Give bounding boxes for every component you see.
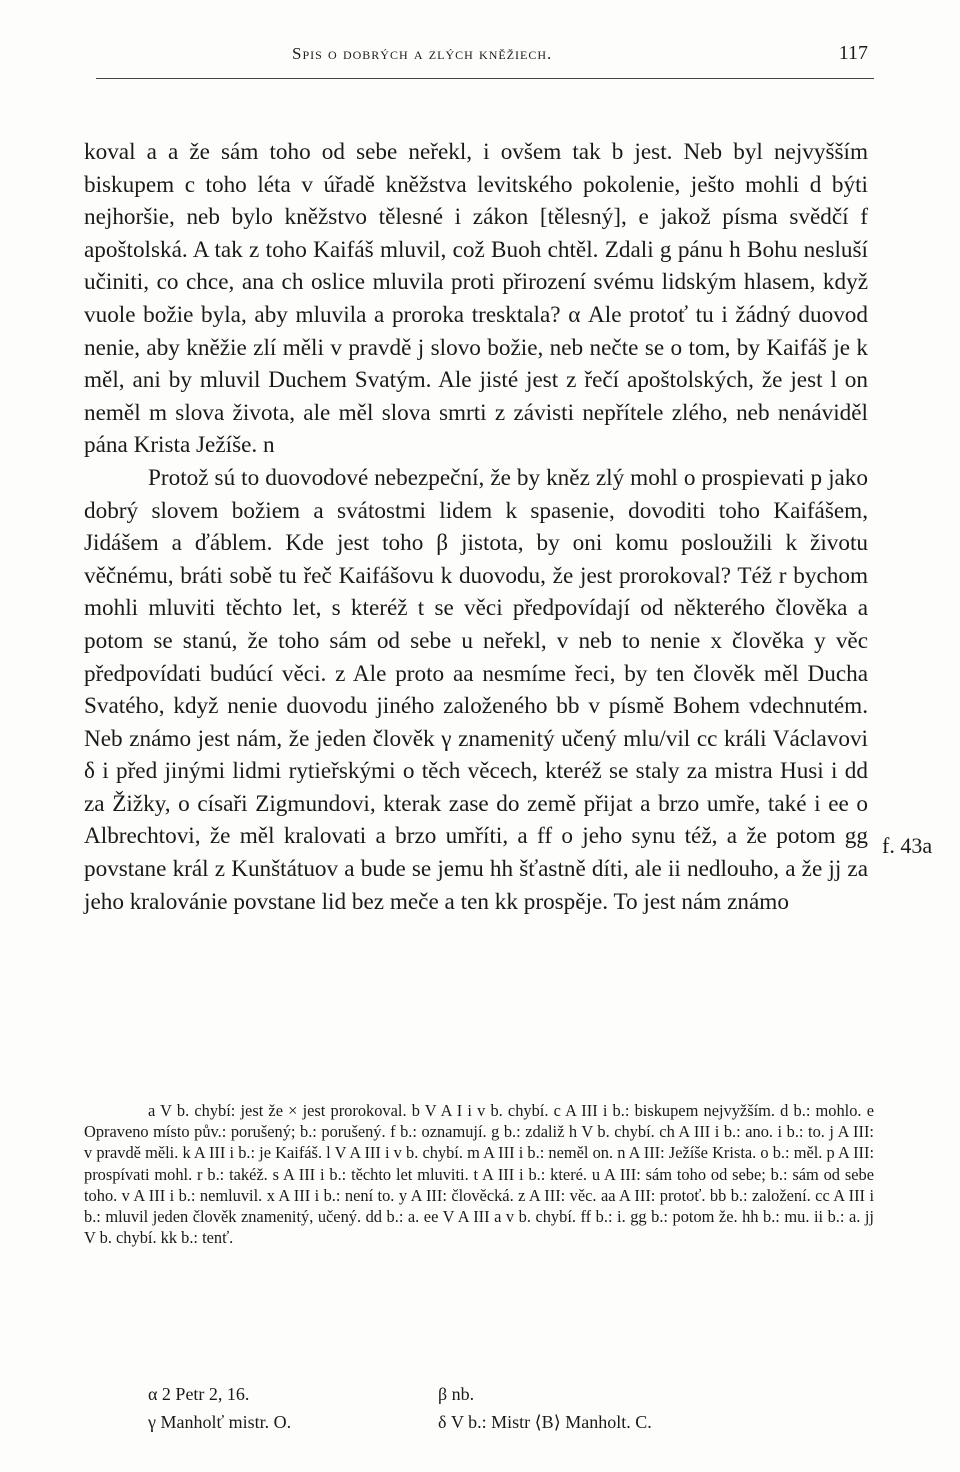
critical-apparatus	[84, 1100, 874, 1248]
paragraph-1: koval a a že sám toho od sebe neřekl, i ovšem tak b jest. Neb byl nejvyšším biskupem c toho léta v úřadě kněžstva levitského pokolenie, ješto mohli d býti nejhoršie, neb bylo kněžstvo tělesné i zákon [tělesný], e jakož písma svědčí f apoštolská. A tak z toho Kaifáš mluvil, což Buoh chtěl. Zdali g pánu h Bohu nesluší učiniti, co chce, ana ch oslice mluvila proti přirození svému lidským hlasem, když vuole božie byla, aby mluvila a proroka tresktala? α Ale protoť tu i žádný duovod nenie, aby kněžie zlí měli v pravdě j slovo božie, neb nečte se o tom, by Kaifáš je k měl, ani by mluvil Duchem Svatým. Ale jisté jest z řečí apoštolských, že jest l on neměl m slova života, ale měl slova smrti z závisti nepřítele zlého, neb nenáviděl pána Krista Ježíše. n	[84, 139, 868, 459]
page-number: 117	[838, 42, 868, 64]
running-header	[96, 38, 874, 79]
reference-row	[148, 1380, 788, 1408]
reference-beta: β nb.	[438, 1384, 475, 1404]
reference-alpha: α 2 Petr 2, 16.	[148, 1384, 250, 1404]
reference-delta: δ V b.: Mistr ⟨B⟩ Manholt. C.	[438, 1412, 652, 1432]
margin-folio-note: f. 43a	[882, 833, 933, 858]
footnote-text: a V b. chybí: jest že × jest prorokoval. b V A I i v b. chybí. c A III i b.: biskupem nejvyžším. d b.: mohlo. e Opraveno místo pův.: porušený; b.: porušený. f b.: oznamují. g b.: zdaliž h V b. chybí. ch A III i b.: ano. i b.: to. j A III: v pravdě měli. k A III i b.: je Kaifáš. l V A III i v b. chybí. m A III i b.: neměl on. n A III: Ježíše Krista. o b.: měl. p A III: prospívati mohl. r b.: takéž. s A III i b.: těchto let mluviti. t A III i b.: které. u A III: sám toho od sebe; b.: sám od sebe toho. v A III i b.: nemluvil. x A III i b.: není to. y A III: člověcká. z A III: věc. aa A III: protoť. bb b.: založení. cc A III i b.: mluvil jeden člověk znamenitý, učený. dd b.: a. ee V A III a v b. chybí. ff b.: i. gg b.: potom že. hh b.: mu. ii b.: a. jj V b. chybí. kk b.: tenť.	[84, 1101, 874, 1248]
reference-row	[148, 1408, 788, 1436]
paragraph-2: Protož sú to duovodové nebezpeční, že by kněz zlý mohl o prospievati p jako dobrý slovem božiem a svátostmi lidem k spasenie, dovoditi toho Kaifášem, Jidášem a ďáblem. Kde jest toho β jistota, by oni komu posloužili k životu věčnému, bráti sobě tu řeč Kaifášovu k duovodu, že jest prorokoval? Též r bychom mohli mluviti těchto let, s kteréž t se věci předpovídají od některého člověka a potom se stanú, že toho sám od sebe u neřekl, v neb to nenie x člověka y věc předpovídati budúcí věci. z Ale proto aa nesmíme řeci, by ten člověk měl Ducha Svatého, když nenie duovodu jiného založeného bb v písmě Bohem vdechnutém. Neb známo jest nám, že jeden člověk γ znamenitý učený mlu/vil cc králi Václavovi δ i před jinými lidmi rytieřskými o těch věcech, kteréž se staly za mistra Husi i dd za Žižky, o císaři Zigmundovi, kterak zase do země přijat a brzo umře, také i ee o Albrechtovi, že měl kralovati a brzo umříti, a ff o jeho synu též, a že potom gg povstane král z Kunštátuov a bude se jemu hh šťastně díti, ale ii nedlouho, a že jj za jeho kralovánie povstane lid bez meče a ten kk prospěje. To jest nám známo	[84, 464, 868, 915]
reference-notes	[148, 1380, 788, 1436]
running-title: Spis o dobrých a zlých kněžiech.	[292, 44, 553, 63]
main-text	[84, 136, 868, 918]
reference-gamma: γ Manholť mistr. O.	[148, 1412, 292, 1432]
